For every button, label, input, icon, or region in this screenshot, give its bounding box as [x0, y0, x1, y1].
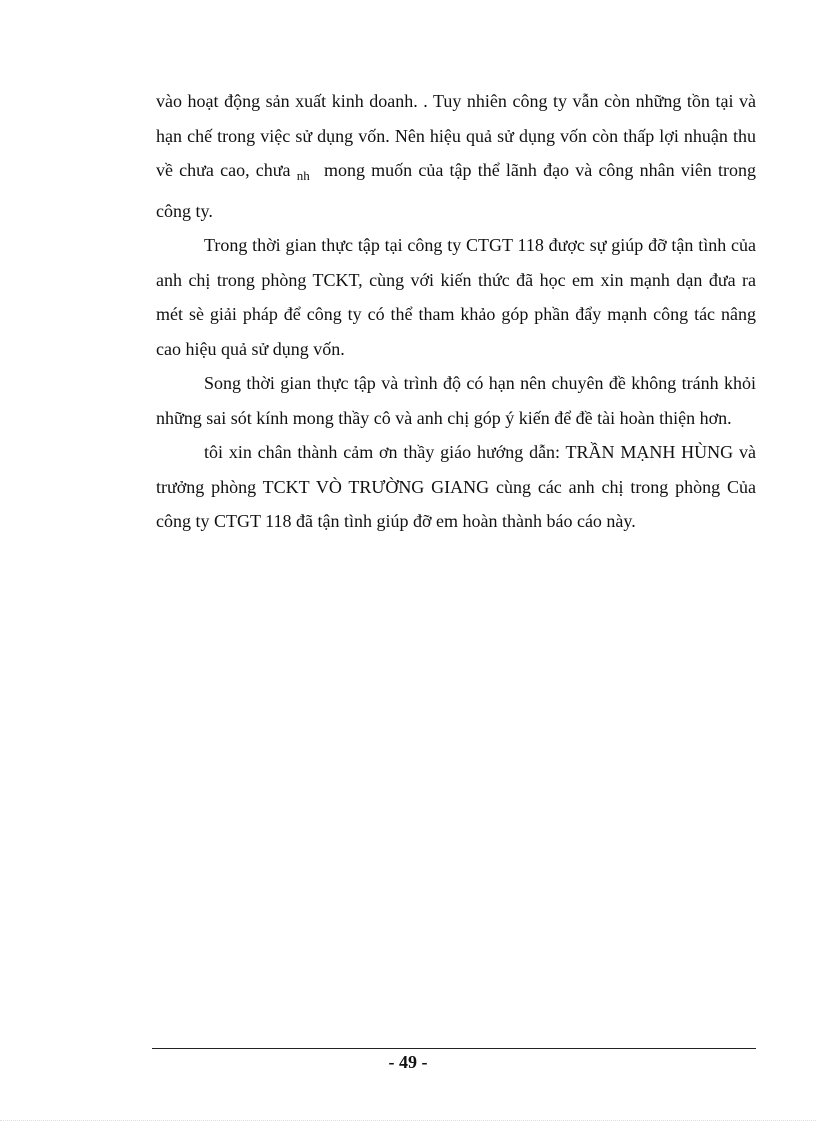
paragraph-1-text: vào hoạt động sản xuất kinh doanh. . Tuy nhiên công ty vẫn còn những tồn tại và hạn chế trong việc sử dụng vốn. Nên hiệu quả sử dụng vốn còn thấp lợi nhuận thu về chưa cao, chưa [156, 91, 756, 180]
paragraph-4: tôi xin chân thành cảm ơn thầy giáo hướng dẫn: TRẦN MẠNH HÙNG và trưởng phòng TCKT VÒ TRƯỜNG GIANG cùng các anh chị trong phòng Của công ty CTGT 118 đã tận tình giúp đỡ em hoàn thành báo cáo này. [156, 442, 756, 531]
paragraph-1-subscript: nh [296, 168, 310, 183]
footer-divider [152, 1048, 756, 1049]
paragraph-1 [156, 84, 756, 228]
page-number: - 49 - [388, 1052, 428, 1072]
body-text [156, 84, 756, 539]
paragraph-1-tail: mong muốn của tập thể lãnh đạo và công nhân viên trong công ty. [156, 160, 757, 221]
paragraph-2: Trong thời gian thực tập tại công ty CTGT 118 được sự giúp đỡ tận tình của anh chị trong phòng TCKT, cùng với kiến thức đã học em xin mạnh dạn đưa ra mét sè giải pháp để công ty có thể tham khảo góp phần đẩy mạnh công tác nâng cao hiệu quả sử dụng vốn. [156, 235, 756, 359]
paragraph-3: Song thời gian thực tập và trình độ có hạn nên chuyên đề không tránh khỏi những sai sót kính mong thầy cô và anh chị góp ý kiến để đề tài hoàn thiện hơn. [156, 373, 756, 428]
page-bottom-edge [0, 1120, 816, 1121]
